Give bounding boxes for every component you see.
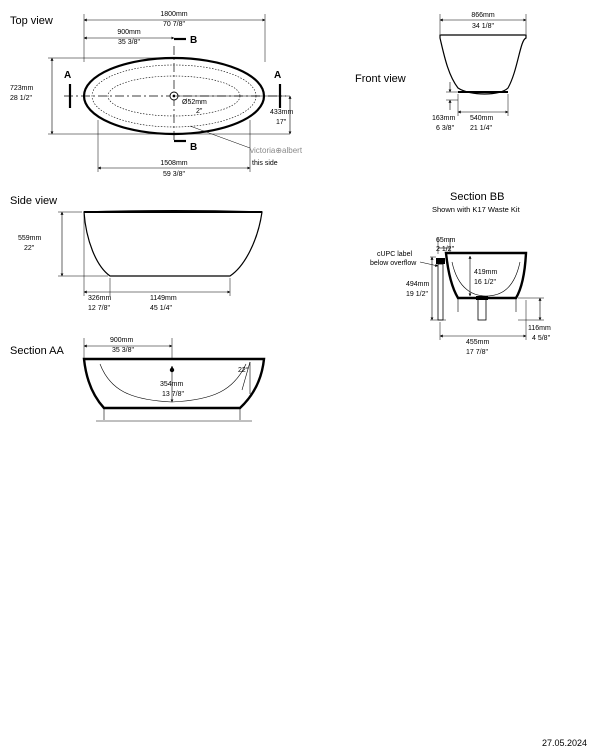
front-foot-in: 6 3/8"	[436, 125, 455, 132]
bb-base-mm: 455mm	[466, 339, 490, 346]
bb-rim-mm: 65mm	[436, 237, 456, 244]
bb-overflow-mm: 494mm	[406, 281, 430, 288]
top-inner-mm: 1508mm	[160, 160, 188, 167]
aa-angle: 22°	[238, 367, 249, 374]
section-aa-view	[10, 337, 264, 421]
top-width-in: 28 1/2"	[10, 95, 32, 102]
section-a-label-right: A	[274, 70, 282, 81]
waste-diameter-mm: Ø52mm	[182, 99, 207, 106]
overflow-head-icon	[436, 258, 445, 264]
drawing-date: 27.05.2024	[542, 738, 588, 748]
section-bb-view	[370, 191, 551, 356]
cupc-label-line2: below overflow	[370, 260, 417, 267]
side-tub-shape	[84, 211, 262, 277]
side-setback-in: 12 7/8"	[88, 305, 110, 312]
front-base-mm: 540mm	[470, 115, 494, 122]
top-inner-in: 59 3/8"	[163, 171, 185, 178]
front-view-heading: Front view	[355, 73, 406, 85]
top-half-in: 17"	[276, 119, 287, 126]
front-view	[355, 12, 526, 132]
section-a-label-left: A	[64, 70, 72, 81]
front-base-in: 21 1/4"	[470, 125, 492, 132]
aa-depth-mm: 354mm	[160, 381, 184, 388]
bb-base-in: 17 7/8"	[466, 349, 488, 356]
top-length-mm: 1800mm	[160, 11, 188, 18]
side-height-in: 22"	[24, 245, 35, 252]
side-view-heading: Side view	[10, 195, 58, 207]
bb-overflow-in: 19 1/2"	[406, 291, 428, 298]
waste-trap-pipe	[478, 298, 486, 320]
bb-depth-in: 16 1/2"	[474, 279, 496, 286]
overflow-pipe	[438, 264, 443, 320]
side-base-mm: 1149mm	[150, 295, 177, 302]
side-base-in: 45 1/4"	[150, 305, 172, 312]
top-half-mm: 433mm	[270, 109, 294, 116]
section-bb-heading: Section BB	[450, 191, 505, 203]
section-b-label-top: B	[190, 35, 198, 46]
front-width-mm: 866mm	[471, 12, 495, 19]
side-height-mm: 559mm	[18, 235, 42, 242]
top-offset-mm: 900mm	[117, 29, 141, 36]
section-b-label-bottom: B	[190, 142, 198, 153]
aa-offset-in: 35 3/8"	[112, 347, 134, 354]
front-foot-mm: 163mm	[432, 115, 456, 122]
side-view	[10, 195, 262, 312]
top-width-mm: 723mm	[10, 85, 34, 92]
brand-logo: victoria⊕albert	[250, 146, 303, 155]
cupc-label-line1: cUPC label	[377, 251, 413, 258]
waste-diameter-in: 2"	[196, 108, 203, 115]
top-view-heading: Top view	[10, 15, 53, 27]
top-offset-in: 35 3/8"	[118, 39, 140, 46]
cupc-leader-line	[420, 262, 438, 266]
section-bb-note: Shown with K17 Waste Kit	[432, 205, 520, 214]
aa-offset-mm: 900mm	[110, 337, 134, 344]
top-length-in: 70 7/8"	[163, 21, 185, 28]
bb-foot-in: 4 5/8"	[532, 335, 551, 342]
front-tub-shape	[440, 35, 526, 94]
section-aa-heading: Section AA	[10, 345, 64, 357]
bb-foot-mm: 116mm	[528, 325, 551, 332]
side-setback-mm: 326mm	[88, 295, 112, 302]
bb-depth-mm: 419mm	[474, 269, 498, 276]
waste-fitting-icon	[476, 296, 488, 300]
logo-position-note: this side	[252, 160, 278, 167]
aa-depth-in: 13 7/8"	[162, 391, 184, 398]
front-width-in: 34 1/8"	[472, 23, 494, 30]
top-view	[10, 11, 303, 178]
bb-rim-in: 2 1/2"	[436, 246, 455, 253]
